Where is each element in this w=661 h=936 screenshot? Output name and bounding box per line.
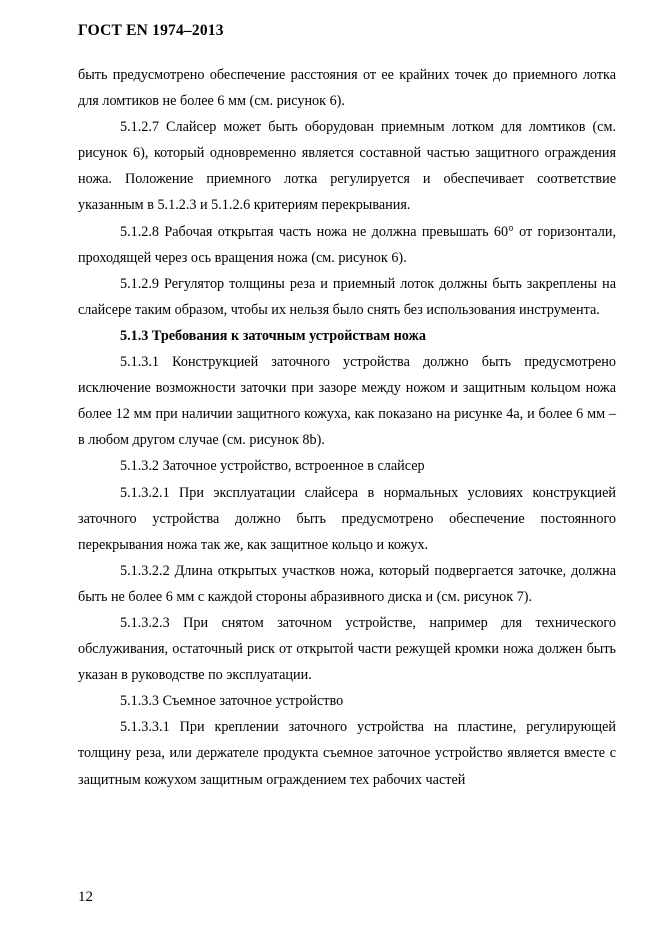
- paragraph-5-1-2-9: 5.1.2.9 Регулятор толщины реза и приемный лоток должны быть закреплены на слайсере таким образом, чтобы их нельзя было снять без использования инструмента.: [78, 275, 616, 318]
- page-number: 12: [78, 889, 93, 905]
- document-header: ГОСТ EN 1974–2013: [78, 22, 224, 39]
- paragraph-5-1-2-8: 5.1.2.8 Рабочая открытая часть ножа не должна превышать 60° от горизонтали, проходящей через ось вращения ножа (см. рисунок 6).: [78, 223, 616, 266]
- section-heading-5-1-3: 5.1.3 Требования к заточным устройствам ножа: [120, 327, 426, 344]
- document-body: [78, 62, 616, 793]
- paragraph-5-1-3-2-3: 5.1.3.2.3 При снятом заточном устройстве, например для технического обслуживания, остаточный риск от открытой части режущей кромки ножа должен быть указан в руководстве по эксплуатации.: [78, 614, 616, 684]
- subsection-title-5-1-3-3: 5.1.3.3 Съемное заточное устройство: [120, 693, 344, 710]
- paragraph-5-1-3-1: 5.1.3.1 Конструкцией заточного устройства должно быть предусмотрено исключение возможности заточки при зазоре между ножом и защитным кольцом ножа более 12 мм при наличии защитного кожуха, как показано на рисунке 4а, и более 6 мм – в любом другом случае (см. рисунок 8b).: [78, 354, 616, 449]
- subsection-title-5-1-3-2: 5.1.3.2 Заточное устройство, встроенное в слайсер: [120, 458, 425, 475]
- paragraph-5-1-3-3-1: 5.1.3.3.1 При креплении заточного устройства на пластине, регулирующей толщину реза, или держателе продукта съемное заточное устройство является вместе с защитным кожухом защитным ограждением тех рабочих частей: [78, 719, 616, 788]
- paragraph-5-1-2-7: 5.1.2.7 Слайсер может быть оборудован приемным лотком для ломтиков (см. рисунок 6), который одновременно является составной частью защитного ограждения ножа. Положение приемного лотка регулируется и обеспечивает соответствие указанным в 5.1.2.3 и 5.1.2.6 критериям перекрывания.: [78, 119, 616, 214]
- paragraph-5-1-3-2-2: 5.1.3.2.2 Длина открытых участков ножа, который подвергается заточке, должна быть не более 6 мм с каждой стороны абразивного диска и (см. рисунок 7).: [78, 562, 616, 605]
- paragraph-continuation: быть предусмотрено обеспечение расстояния от ее крайних точек до приемного лотка для ломтиков не более 6 мм (см. рисунок 6).: [78, 67, 616, 110]
- paragraph-5-1-3-2-1: 5.1.3.2.1 При эксплуатации слайсера в нормальных условиях конструкцией заточного устройства должно быть предусмотрено обеспечение постоянного перекрывания ножа так же, как защитное кольцо и кожух.: [78, 484, 616, 553]
